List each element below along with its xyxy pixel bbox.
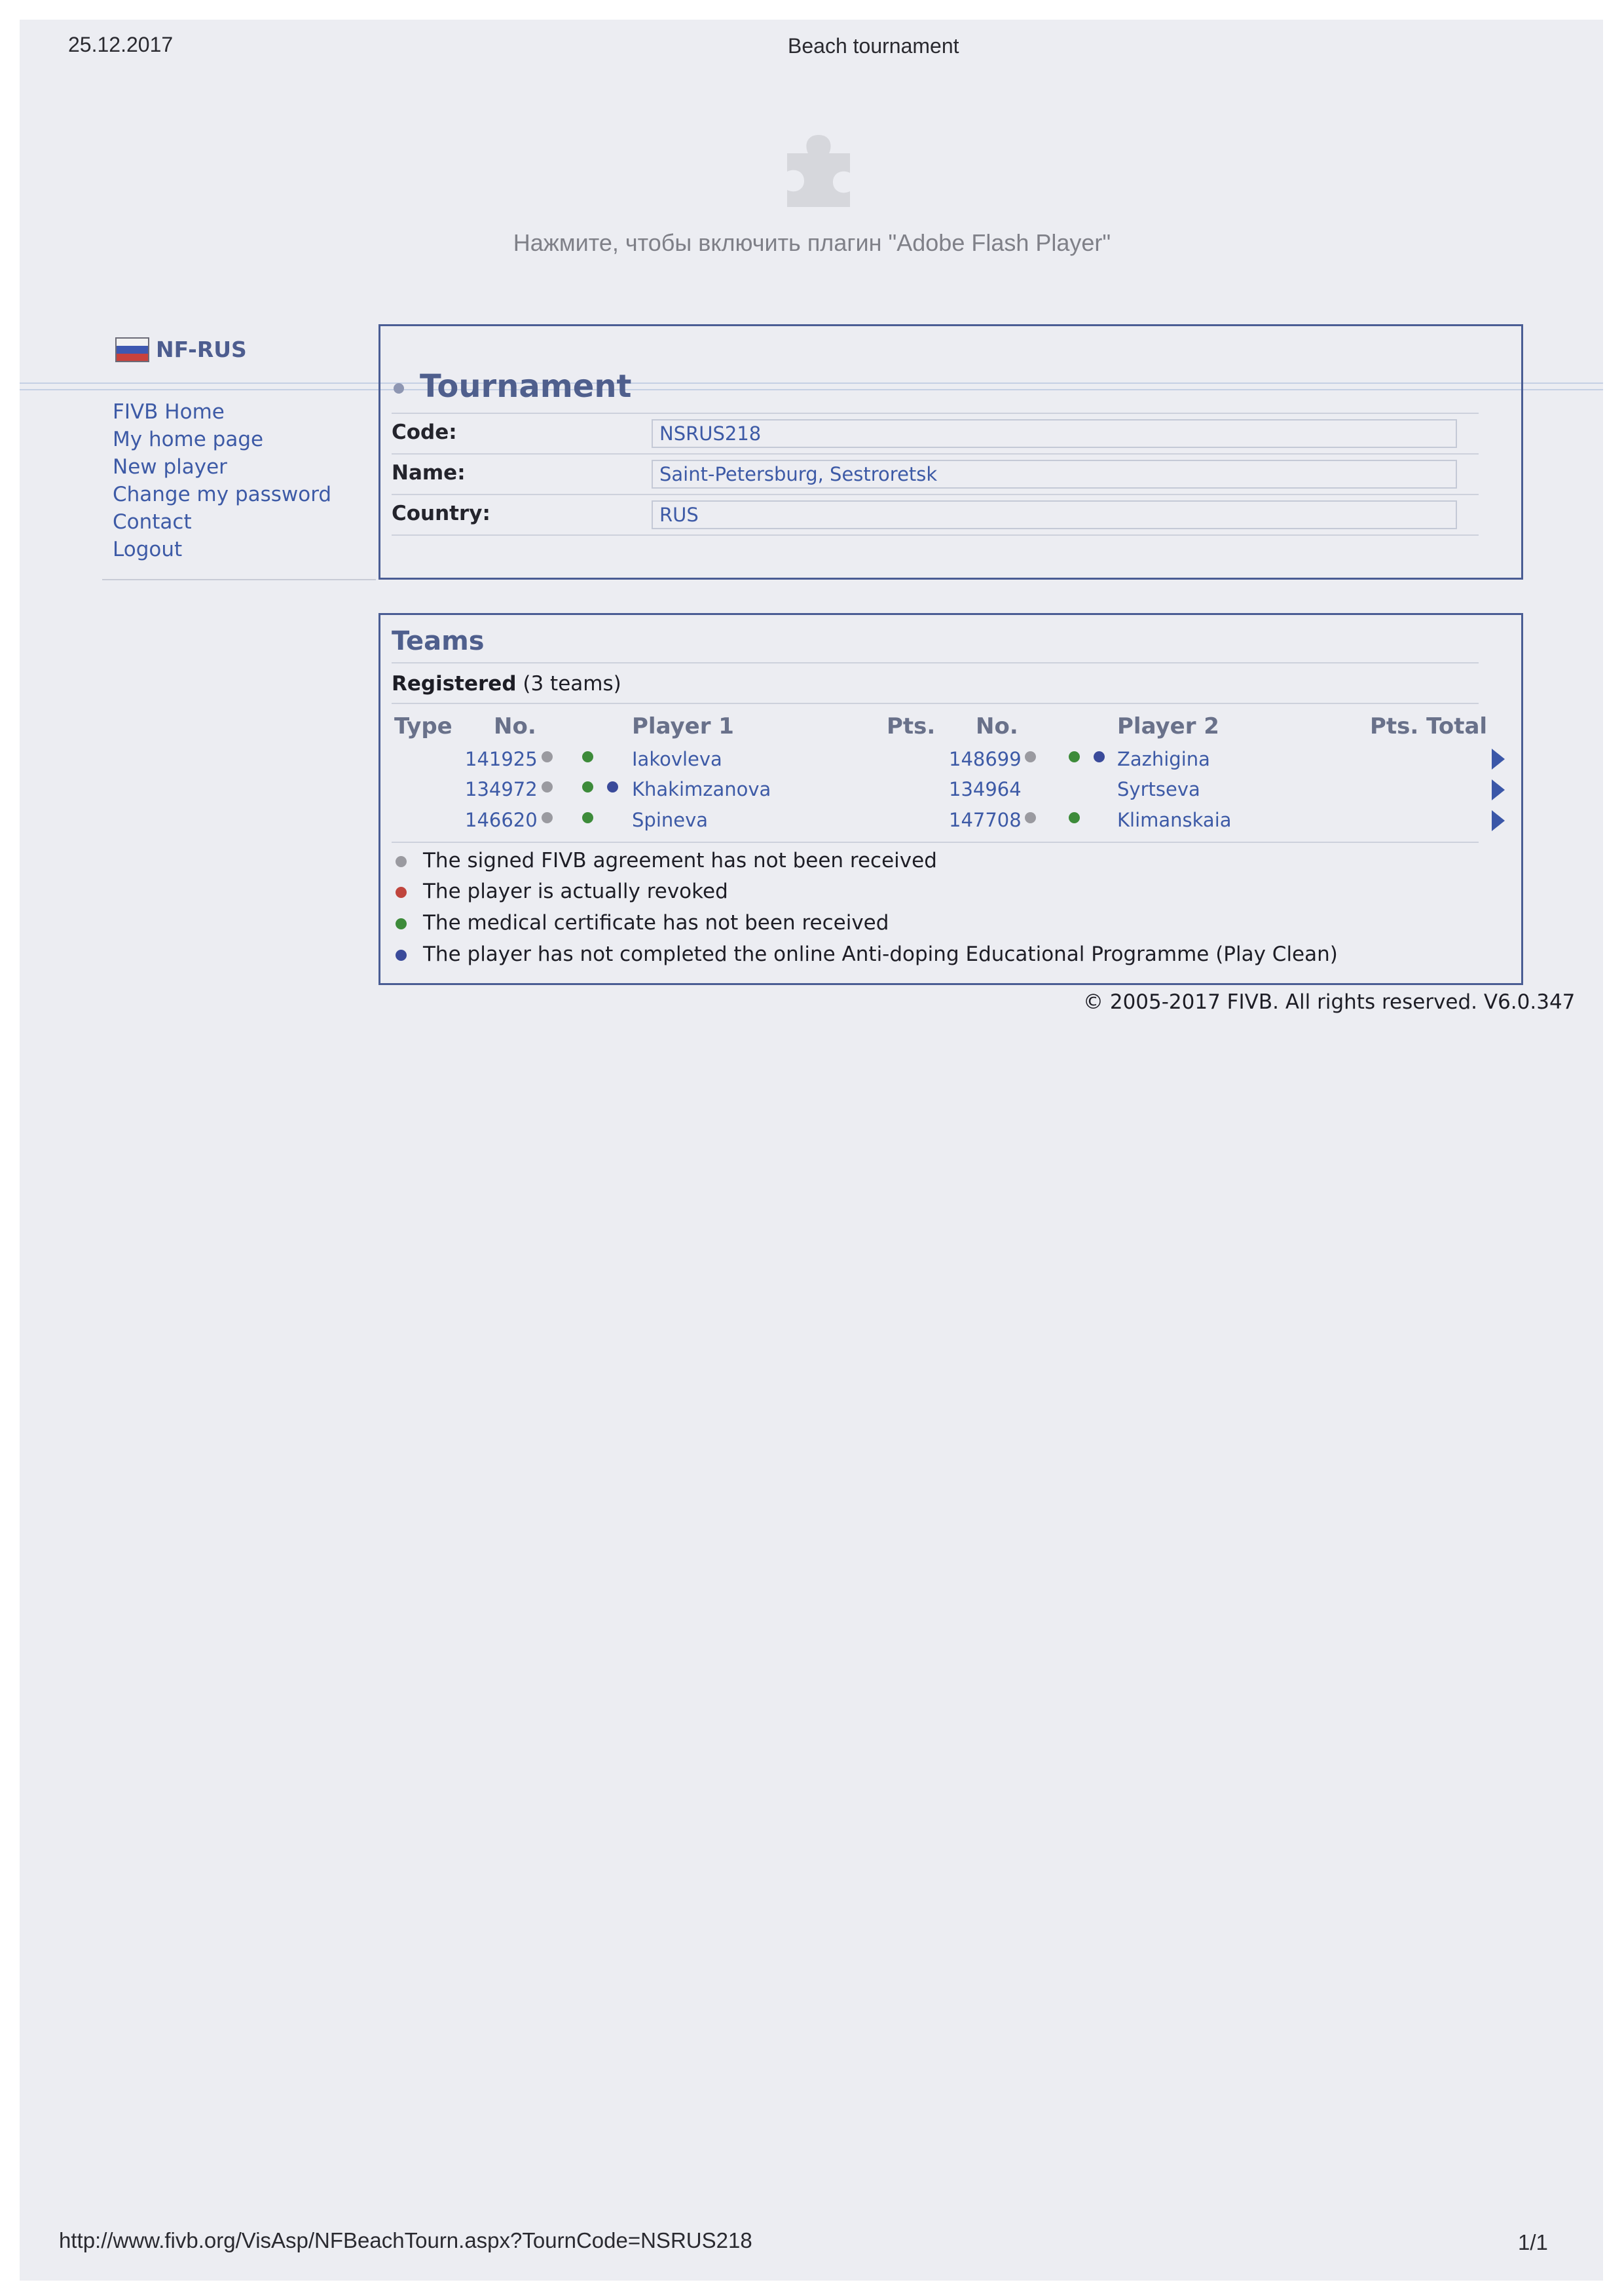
blue-status-icon bbox=[1094, 751, 1105, 762]
green-status-icon bbox=[582, 751, 593, 762]
menu-link-fivb-home[interactable]: FIVB Home bbox=[113, 400, 225, 424]
print-page-number: 1/1 bbox=[1518, 2230, 1548, 2254]
col-player1: Player 1 bbox=[632, 713, 734, 739]
tournament-heading: Tournament bbox=[420, 368, 632, 405]
col-type: Type bbox=[394, 713, 452, 739]
team3-player2[interactable]: Klimanskaia bbox=[1117, 809, 1232, 831]
divider bbox=[392, 703, 1479, 704]
legend-red: The player is actually revoked bbox=[423, 880, 728, 903]
gray-status-icon bbox=[1025, 812, 1036, 823]
menu-link-contact[interactable]: Contact bbox=[113, 510, 192, 534]
name-field: Saint-Petersburg, Sestroretsk bbox=[652, 460, 1457, 489]
divider bbox=[392, 842, 1479, 843]
team1-details-arrow-icon[interactable] bbox=[1492, 749, 1505, 770]
team2-player1[interactable]: Khakimzanova bbox=[632, 778, 771, 800]
menu-link-change-password[interactable]: Change my password bbox=[113, 483, 332, 506]
team3-details-arrow-icon[interactable] bbox=[1492, 810, 1505, 831]
sidebar-divider bbox=[102, 579, 376, 580]
team1-player2[interactable]: Zazhigina bbox=[1117, 748, 1210, 770]
blue-legend-icon bbox=[396, 950, 407, 961]
green-status-icon bbox=[582, 781, 593, 793]
divider bbox=[392, 453, 1479, 455]
flash-plugin-message[interactable]: Нажмите, чтобы включить плагин "Adobe Flash Player" bbox=[513, 229, 1111, 256]
country-field: RUS bbox=[652, 500, 1457, 529]
legend-blue: The player has not completed the online Anti-doping Educational Programme (Play Clean) bbox=[423, 942, 1338, 966]
legend-green: The medical certificate has not been received bbox=[423, 911, 889, 935]
divider bbox=[392, 662, 1479, 663]
gray-status-icon bbox=[542, 812, 553, 823]
team2-p2-no[interactable]: 134964 bbox=[949, 778, 1022, 800]
gray-legend-icon bbox=[396, 856, 407, 867]
team1-p2-no[interactable]: 148699 bbox=[949, 748, 1022, 770]
col-player2: Player 2 bbox=[1117, 713, 1219, 739]
name-label: Name: bbox=[392, 461, 466, 485]
red-legend-icon bbox=[396, 887, 407, 898]
russia-flag-icon bbox=[115, 337, 149, 362]
teams-heading: Teams bbox=[392, 626, 485, 656]
registered-summary bbox=[392, 672, 621, 696]
tournament-panel bbox=[378, 324, 1523, 580]
team3-p1-no[interactable]: 146620 bbox=[465, 809, 538, 831]
print-url: http://www.fivb.org/VisAsp/NFBeachTourn.aspx?TournCode=NSRUS218 bbox=[59, 2228, 752, 2252]
puzzle-icon[interactable] bbox=[781, 127, 859, 210]
menu-link-logout[interactable]: Logout bbox=[113, 538, 183, 561]
copyright: © 2005-2017 FIVB. All rights reserved. V6.0.347 bbox=[1083, 990, 1576, 1014]
col-p2-no: No. bbox=[976, 713, 1018, 739]
menu-link-my-home-page[interactable]: My home page bbox=[113, 428, 264, 451]
bullet-icon bbox=[394, 383, 404, 394]
gray-status-icon bbox=[542, 781, 553, 793]
legend-gray: The signed FIVB agreement has not been received bbox=[423, 849, 937, 872]
team2-player2[interactable]: Syrtseva bbox=[1117, 778, 1200, 800]
federation-name: NF-RUS bbox=[156, 337, 247, 362]
team3-player1[interactable]: Spineva bbox=[632, 809, 709, 831]
registered-count: (3 teams) bbox=[523, 672, 621, 696]
col-pts: Pts. bbox=[887, 713, 936, 739]
blue-status-icon bbox=[607, 781, 618, 793]
gray-status-icon bbox=[542, 751, 553, 762]
green-legend-icon bbox=[396, 918, 407, 929]
sidebar-menu bbox=[113, 398, 331, 563]
team3-p2-no[interactable]: 147708 bbox=[949, 809, 1022, 831]
green-status-icon bbox=[582, 812, 593, 823]
col-pts-total: Pts. Total bbox=[1370, 713, 1488, 739]
gray-status-icon bbox=[1025, 751, 1036, 762]
code-label: Code: bbox=[392, 420, 457, 444]
team1-player1[interactable]: Iakovleva bbox=[632, 748, 722, 770]
divider bbox=[392, 413, 1479, 414]
registered-label: Registered bbox=[392, 672, 517, 696]
col-p1-no: No. bbox=[494, 713, 536, 739]
print-title: Beach tournament bbox=[788, 34, 959, 58]
team1-p1-no[interactable]: 141925 bbox=[465, 748, 538, 770]
print-date: 25.12.2017 bbox=[68, 33, 174, 56]
menu-link-new-player[interactable]: New player bbox=[113, 455, 227, 479]
green-status-icon bbox=[1069, 751, 1080, 762]
divider bbox=[392, 534, 1479, 536]
team2-p1-no[interactable]: 134972 bbox=[465, 778, 538, 800]
team2-details-arrow-icon[interactable] bbox=[1492, 779, 1505, 800]
country-label: Country: bbox=[392, 502, 490, 525]
divider bbox=[392, 494, 1479, 495]
green-status-icon bbox=[1069, 812, 1080, 823]
code-field: NSRUS218 bbox=[652, 419, 1457, 448]
